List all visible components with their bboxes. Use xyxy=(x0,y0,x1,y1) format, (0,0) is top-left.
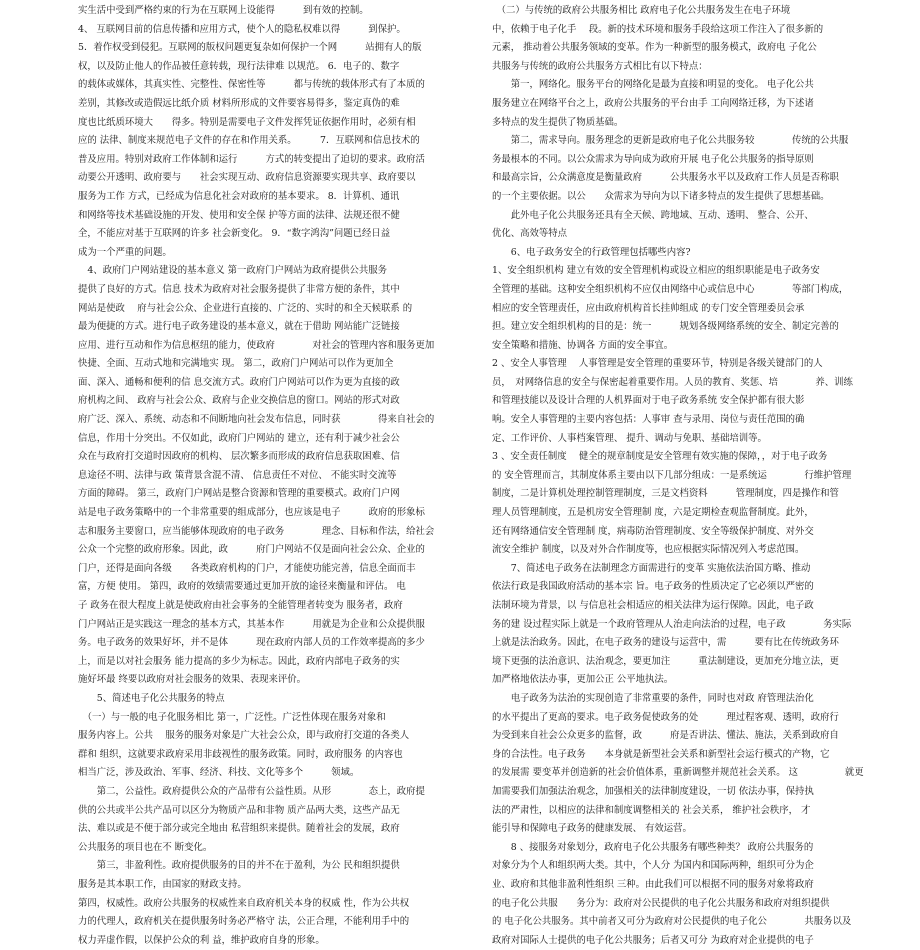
text-line: 的电子化公共服 务分为：政府对公民提供的电子化公共服务和政府对组织提供 xyxy=(492,897,830,909)
text-line: 最为便捷的方式。进行电子政务建设的基本意义，就在于借助 网站能广泛链接 xyxy=(78,321,400,333)
text-line: 共服务与传统的政府公共服务方式相比有以下特点： xyxy=(492,60,708,72)
text-line: 定、工作评价、人事档案管理、 提升、调动与免职、基础培训等。 xyxy=(492,432,767,444)
text-line: 加严格地依法办事，更加公正 公平地执法。 xyxy=(492,674,674,686)
text-line: 差别，其修改或造假远比纸介质 材料所形成的文件要容易得多，鉴定真伪的难 xyxy=(78,97,400,109)
text-line: 元素， 推动着公共服务领域的变革。作为一种新型的服务模式，政府电 子化公 xyxy=(492,42,817,54)
text-line: 务的建 设过程实际上就是一个政府管理从人治走向法治的过程，电子政 务实际 xyxy=(492,618,852,630)
text-line: 中，依赖于电子化手 段。新的技术环境和服务手段给这项工作注入了很多新的 xyxy=(492,23,824,35)
text-line: 员， 对网络信息的安全与保密起着重要作用。人员的教育、奖惩、培 养、训练 xyxy=(492,376,853,388)
text-line: 7、简述电子政务在法制理念方面需进行的变革 实施依法治国方略、推动 xyxy=(492,562,811,574)
text-line: 信息，作用十分突出。不仅如此，政府门户网站的 建立，还有利于减少社会公 xyxy=(78,432,400,444)
text-line: 的 安全管理而言，其制度体系主要由以下几部分组成：一是系统运 行维护管理 xyxy=(492,469,852,481)
text-line: （一）与一般的电子化服务相比 第一，广泛性。广泛性体现在服务对象和 xyxy=(78,711,386,723)
text-line: 和管理技能以及设计合理的人机界面对于电子政务系统 安全保护都有很大影 xyxy=(492,395,805,407)
text-line: 全管理的基础。这种安全组织机构不应仅由网络中心或信息中心 等部门构成， xyxy=(492,283,849,295)
text-line: 响。安全人事管理的主要内容包括：人事审 查与录用、岗位与责任范围的确 xyxy=(492,414,805,426)
text-line: 第一，网络化。服务平台的网络化是最为直接和明显的变化。 电子化公共 xyxy=(492,79,814,91)
text-line: 5．着作权受到侵犯。互联网的版权问题更复杂如何保护一个网 站拥有人的版 xyxy=(78,42,422,54)
text-line: 群和 组织，这就要求政府采用非歧视性的服务政策。同时，政府服务 的内容也 xyxy=(78,748,403,760)
text-line: 实生活中受到严格约束的行为在互联网上设能得 到有效的控制。 xyxy=(78,5,369,16)
text-line: 快捷、全面、互动式地和完满地实 现。 第二，政府门户网站可以作为更加全 xyxy=(78,358,394,370)
text-line: 成为一个严重的问题。 xyxy=(78,246,172,258)
text-line: 电子政务为法治的实现创造了非常重要的条件，同时也对政 府管理法治化 xyxy=(492,692,814,704)
text-line: 5、简述电子化公共服务的特点 xyxy=(78,692,225,704)
text-line: 法、难以或是不便于部分或完全地由 私营组织来提供。随着社会的发展，政府 xyxy=(78,823,400,835)
text-line: 依法行政是我国政府活动的基本宗 旨。电子政务的性质决定了它必须以严密的 xyxy=(492,581,814,593)
text-line: 1、安全组织机构 建立有效的安全管理机构或设立相应的组织职能是电子政务安 xyxy=(492,265,820,277)
text-line: 政府对国际人士提供的电子化公共服务；后者又可分 为政府对企业提供的电子 xyxy=(492,934,814,946)
text-line: 流安全维护 制度，以及对外合作制度等，也应根据实际情况列入考虑范围。 xyxy=(492,544,805,556)
text-line: 应用、进行互动和作为信息枢纽的能力，使政府 对社会的管理内容和服务更加 xyxy=(78,339,435,351)
text-line: 的发展需 要变革并创造新的社会价值体系，重新调整并规范社会关系。 这 就更 xyxy=(492,767,864,779)
right-text-column xyxy=(492,2,892,950)
text-line: 服务建立在网络平台之上，政府公共服务的平台由手 工向网络迁移，为下述诸 xyxy=(492,97,814,109)
text-line: 相当广泛，涉及政治、军事、经济、科技、文化等多个 领域。 xyxy=(78,767,360,779)
text-line: 的一个主要依据。以公 众需求为导向为以下诸多特点的发生提供了思想基础。 xyxy=(492,190,830,202)
text-line: 服务是其本职工作，由国家的财政支持。 xyxy=(78,878,247,890)
text-line: 全，不能应对基于互联网的许多 社会新变化。 9．“数字鸿沟”问题已经日益 xyxy=(78,228,391,240)
text-line: 的水平提出了更高的要求。电子政务促使政务的处 理过程客观、透明，政府行 xyxy=(492,711,839,723)
text-line: 的载体或媒体，其真实性、完整性、保密性等 都与传统的载体形式有了本质的 xyxy=(78,79,425,91)
text-line: 和最高宗旨，公众满意度是衡量政府 公共服务水平以及政府工作人员是否称职 xyxy=(492,172,839,184)
text-line: 的 电子化公共服务。其中前者又可分为政府对公民提供的电子化公 共服务以及 xyxy=(492,916,852,928)
text-line: 身的合法性。电子政务 本身就是新型社会关系和新型社会运行模式的产物，它 xyxy=(492,748,830,760)
text-line: 众在与政府打交道时因政府的机构、 层次繁多而形成的政府信息获取困难、信 xyxy=(78,451,400,463)
text-line: 府机构之间、 政府与社会公众、政府与企业交换信息的窗口。网站的形式对政 xyxy=(78,395,400,407)
text-line: 多特点的发生提供了物质基础。 xyxy=(492,116,624,128)
text-line: 第二，公益性。政府提供公众的产品带有公益性质。从形 态上，政府提 xyxy=(78,785,425,797)
text-line: 3 、安全责任制度 健全的规章制度是安全管理有效实施的保障，，对于电子政务 xyxy=(492,451,828,463)
text-line: 权，以及防止他人的作品被任意转载，现行法律难 以规范。 6．电子的、数字 xyxy=(78,60,400,72)
text-line: 门户网站正是实践这一理念的基本方式，其基本作 用就是为企业和公众提供服 xyxy=(78,618,425,630)
text-line: 志和服务主要窗口，应当能够体现政府的电子政务 理念、目标和作法，给社会 xyxy=(78,525,435,537)
text-line: 供的公共或半公共产品可以区分为物质产品和非物 质产品两大类，这些产品无 xyxy=(78,804,400,816)
text-line: 服务内容上。公共 服务的服务对象是广大社会公众，即与政府打交道的各类人 xyxy=(78,730,410,742)
text-line: 公共服务的项目也在不 断变化。 xyxy=(78,841,213,853)
text-line: 境下更强的法治意识、法治观念，要更加注 重法制建设，更加充分地立法，更 xyxy=(492,655,839,667)
text-line: 动要公开透明、政府要与 社会实现互动、政府信息资源要实现共享、政府要以 xyxy=(78,172,416,184)
text-line: 6、电子政务安全的行政管理包括哪些内容? xyxy=(492,246,691,258)
text-line: 业、政府和其他非盈利性组织 三种。由此我们可以根据不同的服务对象将政府 xyxy=(492,878,814,890)
text-line: 面、深入、通畅和便利的信 息交流方式。政府门户网站可以作为更为直接的政 xyxy=(78,376,400,388)
text-line: （二）与传统的政府公共服务相比 政府电子化公共服务发生在电子环境 xyxy=(492,5,791,16)
text-line: 子 政务在很大程度上就是使政府由社会事务的全能管理者转变为 服务者，政府 xyxy=(78,600,403,611)
text-line: 应的 法律、制度来规范电子文件的存在和作用关系。 7．互联网和信息技术的 xyxy=(78,135,420,147)
text-line: 上就是法治政务。因此，在电子政务的建设与运营中，需 要有比在传统政务环 xyxy=(492,637,839,649)
text-line: 府广泛、深入、系统、动态和不间断地向社会发布信息，同时获 得来自社会的 xyxy=(78,414,435,426)
text-line: 还有网络通信安全管理制 度，病毒防治管理制度、安全等级保护制度、对外交 xyxy=(492,525,814,537)
text-line: 8 、接服务对象划分，政府电子化公共服务有哪些种类？ 政府公共服务的 xyxy=(492,841,814,853)
text-line: 制度，二是计算机处理控制管理制度，三是文档资料 管理制度，四是操作和管 xyxy=(492,488,839,500)
text-line: 力的代理人，政府机关在提供服务时务必严格守 法，公正合理，不能利用手中的 xyxy=(78,916,410,928)
text-line: 优化、高效等特点 xyxy=(492,228,568,240)
text-line: 门户，还得是面向各级 各类政府机构的门户，才能使功能完善，信息全面而丰 xyxy=(78,562,416,574)
text-line: 法制环境为背景，以 与信息社会相适应的相关法律为运行保障。因此，电子政 xyxy=(492,600,814,611)
text-line: 4、政府门户网站建设的基本意义 第一政府门户网站为政府提供公共服务 xyxy=(78,265,387,277)
text-line: 息途径不明、法律与政 策背景含混不清、 信息责任不对位、 不能实时交流等 xyxy=(78,469,397,481)
text-line: 第三，非盈利性。政府提供服务的目的并不在于盈利，为公 民和组织提供 xyxy=(78,860,400,872)
text-line: 上，而是以对社会服务 能力提高的多少为标志。因此，政府内部电子政务的实 xyxy=(78,655,400,667)
text-line: 网站是使政 府与社会公众、企业进行直接的、广泛的、实时的和全天候联系 的 xyxy=(78,302,413,314)
text-line: 为受到来自社会公众更多的监督，政 府是否讲法、懂法、施法，关系到政府自 xyxy=(492,730,839,742)
text-line: 提供了良好的方式。信息 技术为政府对社会服务提供了非常方便的条件，其中 xyxy=(78,283,400,295)
text-line: 方面的障碍。 第三，政府门户网站是整合资源和管理的重要模式。政府门户网 xyxy=(78,488,400,500)
text-line: 法的严肃性，以相应的法律和制度调整相关的 社会关系， 维护社会秩序， 才 xyxy=(492,804,811,816)
text-line: 相应的安全管理责任，应由政府机构首长挂帅组成 的专门安全管理委员会承 xyxy=(492,302,805,314)
text-line: 富，方便 使用。 第四，政府的效绩需要通过更加开放的途径来衡量和评估。 电 xyxy=(78,581,406,593)
text-line: 站是电子政务策略中的一个非常重要的组成部分，也应该是电子 政府的形象标 xyxy=(78,507,425,519)
text-line: 对象分为个人和组织两大类。其中，个人分 为国内和国际两种，组织可分为企 xyxy=(492,860,814,872)
text-line: 度也比纸质环境大 得多。特别是需要电子文件发挥凭证依据作用时，必须有相 xyxy=(78,116,416,128)
text-line: 普及应用。特别对政府工作体制和运行 方式的转变提出了迫切的要求。政府活 xyxy=(78,153,425,165)
text-line: 4、 互联网目前的信息传播和应用方式，使个人的隐私权难以得 到保护。 xyxy=(78,23,406,35)
text-line: 务。电子政务的效果好坏，并不是体 现在政府内部人员的工作效率提高的多少 xyxy=(78,637,425,649)
text-line: 权力弄虚作假，以保护公众的利 益，维护政府自身的形象。 xyxy=(78,934,325,946)
text-line: 此外电子化公共服务还具有全天候、跨地域、互动、透明、 整合、公开、 xyxy=(492,209,814,221)
text-line: 理人员管理制度，五是机房安全管理制 度，六是定期检查观监督制度。此外， xyxy=(492,507,814,519)
text-line: 施好坏最 终要以政府对社会服务的效果、表现来评价。 xyxy=(78,674,306,686)
text-line: 能引导和保障电子政务的健康发展、 有效运营。 xyxy=(492,823,692,835)
text-line: 务最根本的不同。以公众需求为导向成为政府开展 电子化公共服务的指导原则 xyxy=(492,153,814,165)
text-line: 和网络等技术基础设施的开发、使用和安全保 护等方面的法律、法规还很不健 xyxy=(78,209,400,221)
text-line: 2 、安全人事管理 人事管理是安全管理的重要环节，特别是各级关键部门的人 xyxy=(492,358,823,370)
text-line: 加需要我们加强法治观念，加强相关的法律制度建设，一切 依法办事，保持执 xyxy=(492,785,814,797)
text-line: 第二，需求导向。服务理念的更新是政府电子化公共服务较 传统的公共服 xyxy=(492,135,849,147)
text-line: 安全策略和措施、协调各 方面的安全事宜。 xyxy=(492,339,674,351)
text-line: 第四，权威性。政府公共服务的权威性来自政府机关本身的权威 性，作为公共权 xyxy=(78,897,410,909)
text-line: 担。建立安全组织机构的目的是：统一 规划各级网络系统的安全、制定完善的 xyxy=(492,321,839,333)
text-line: 公众一个完整的政府形象。因此，政 府门户网站不仅是面向社会公众、企业的 xyxy=(78,544,425,556)
left-text-column xyxy=(78,2,470,950)
text-line: 服务为工作 方式，已经成为信息化社会对政府的基本要求。 8．计算机、通讯 xyxy=(78,190,400,202)
